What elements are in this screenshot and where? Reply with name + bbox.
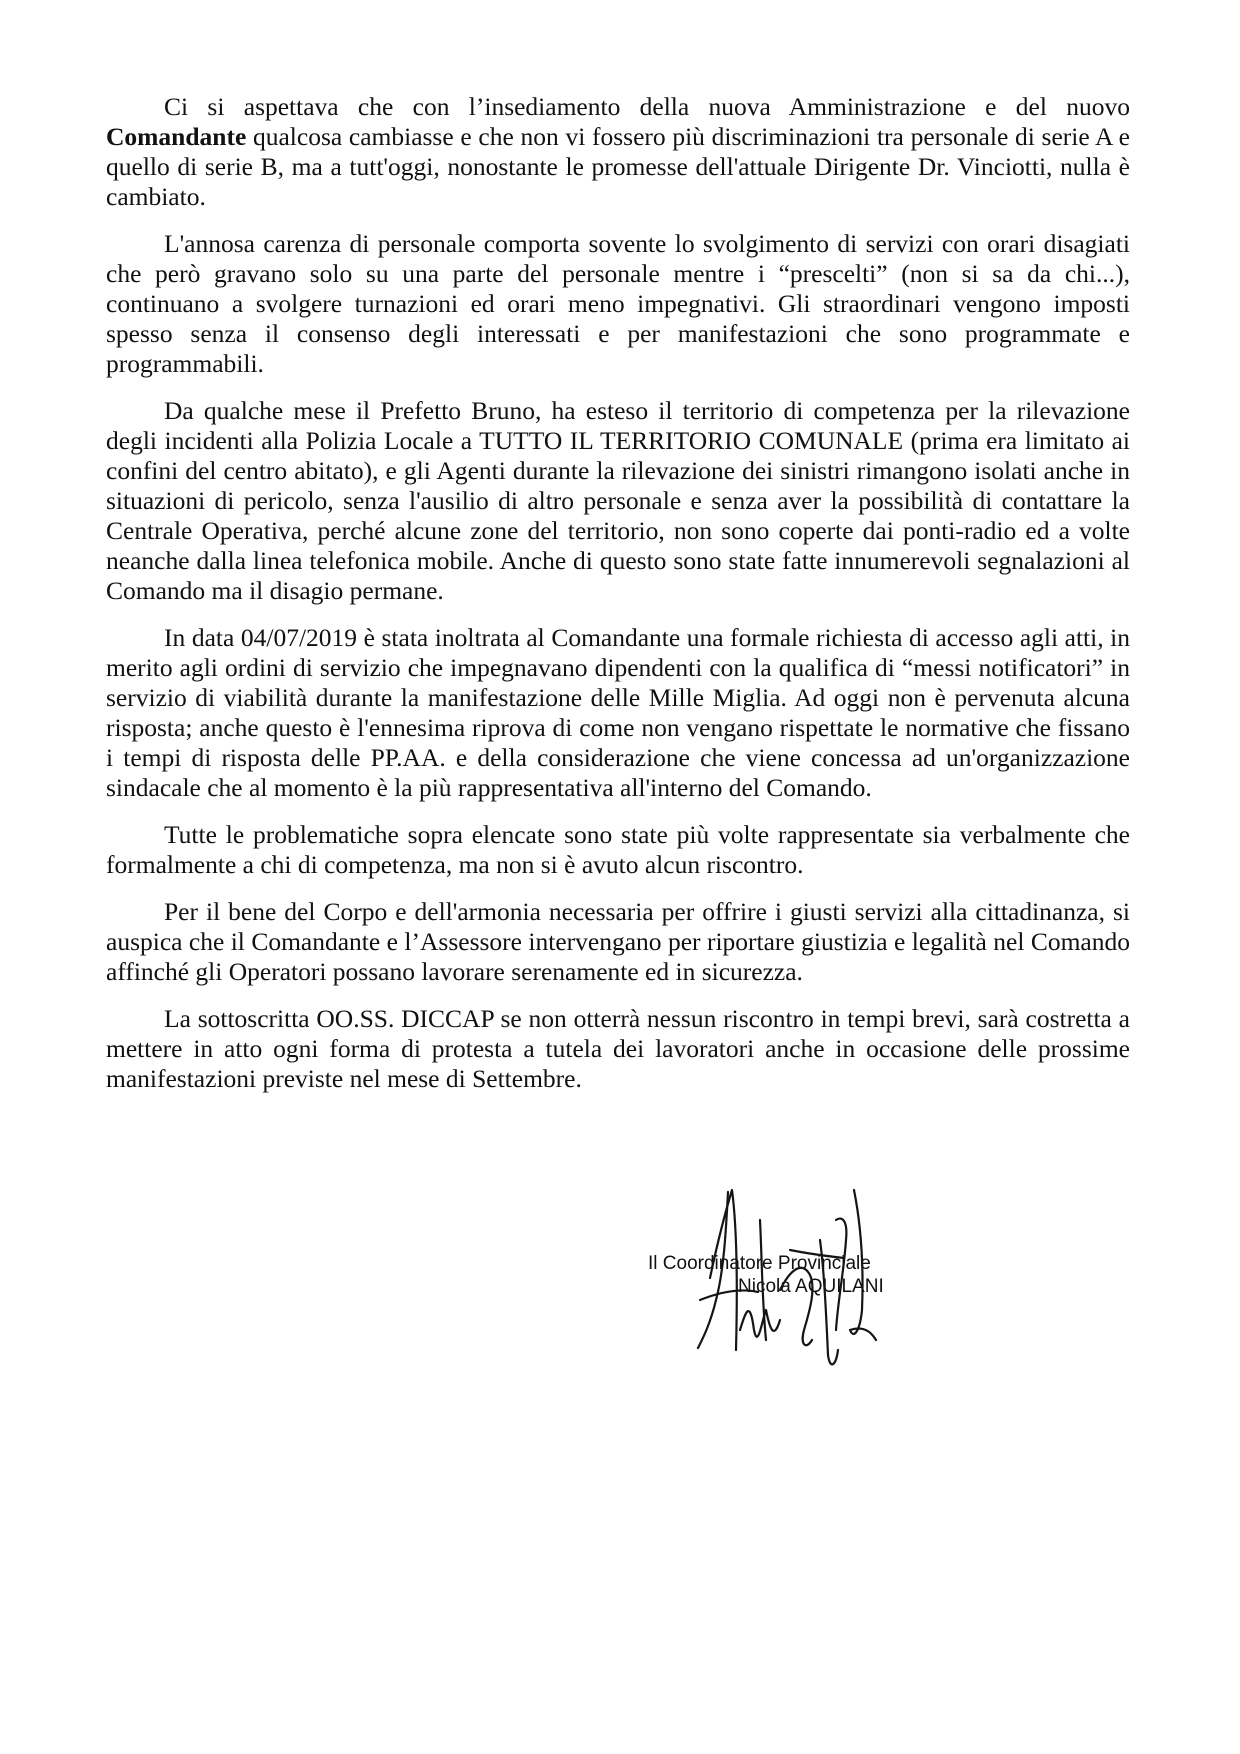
letter-body [106, 92, 1130, 1111]
paragraph-5: Tutte le problematiche sopra elencate sono state più volte rappresentate sia verbalmente che formalmente a chi di competenza, ma non si è avuto alcun riscontro. [106, 820, 1130, 879]
paragraph-6: Per il bene del Corpo e dell'armonia necessaria per offrire i giusti servizi alla cittadinanza, si auspica che il Comandante e l’Assessore intervengano per riportare giustizia e legalità nel Comando affinché gli Operatori possano lavorare serenamente ed in sicurezza. [106, 897, 1130, 986]
signer-name: Nicola AQUILANI [738, 1276, 884, 1297]
signer-title: Il Coordinatore Provinciale [648, 1253, 871, 1274]
paragraph-2: L'annosa carenza di personale comporta sovente lo svolgimento di servizi con orari disagiati che però gravano solo su una parte del personale mentre i “prescelti” (non si sa da chi...), continuano a svolgere turnazioni ed orari meno impegnativi. Gli straordinari vengono imposti spesso senza il consenso degli interessati e per manifestazioni che sono programmate e programmabili. [106, 229, 1130, 378]
paragraph-1-bold: Comandante [106, 122, 247, 151]
paragraph-1-start: Ci si aspettava che con l’insediamento della nuova Amministrazione e del nuovo [164, 92, 1130, 121]
paragraph-4: In data 04/07/2019 è stata inoltrata al Comandante una formale richiesta di accesso agli atti, in merito agli ordini di servizio che impegnavano dipendenti con la qualifica di “messi notificatori” in servizio di viabilità durante la manifestazione delle Mille Miglia. Ad oggi non è pervenuta alcuna risposta; anche questo è l'ennesima riprova di come non vengano rispettate le normative che fissano i tempi di risposta delle PP.AA. e della considerazione che viene concessa ad un'organizzazione sindacale che al momento è la più rappresentativa all'interno del Comando. [106, 623, 1130, 802]
signature-block [640, 1180, 940, 1380]
paragraph-7: La sottoscritta OO.SS. DICCAP se non otterrà nessun riscontro in tempi brevi, sarà costretta a mettere in atto ogni forma di protesta a tutela dei lavoratori anche in occasione delle prossime manifestazioni previste nel mese di Settembre. [106, 1004, 1130, 1093]
paragraph-3: Da qualche mese il Prefetto Bruno, ha esteso il territorio di competenza per la rilevazione degli incidenti alla Polizia Locale a TUTTO IL TERRITORIO COMUNALE (prima era limitato ai confini del centro abitato), e gli Agenti durante la rilevazione dei sinistri rimangono isolati anche in situazioni di pericolo, senza l'ausilio di altro personale e senza aver la possibilità di contattare la Centrale Operativa, perché alcune zone del territorio, non sono coperte dai ponti-radio ed a volte neanche dalla linea telefonica mobile. Anche di questo sono state fatte innumerevoli segnalazioni al Comando ma il disagio permane. [106, 396, 1130, 605]
paragraph-1-end: qualcosa cambiasse e che non vi fossero più discriminazioni tra personale di serie A e quello di serie B, ma a tutt'oggi, nonostante le promesse dell'attuale Dirigente Dr. Vinciotti, nulla è cambiato. [106, 122, 1130, 211]
handwritten-signature [640, 1180, 940, 1380]
paragraph-1 [106, 92, 1130, 212]
